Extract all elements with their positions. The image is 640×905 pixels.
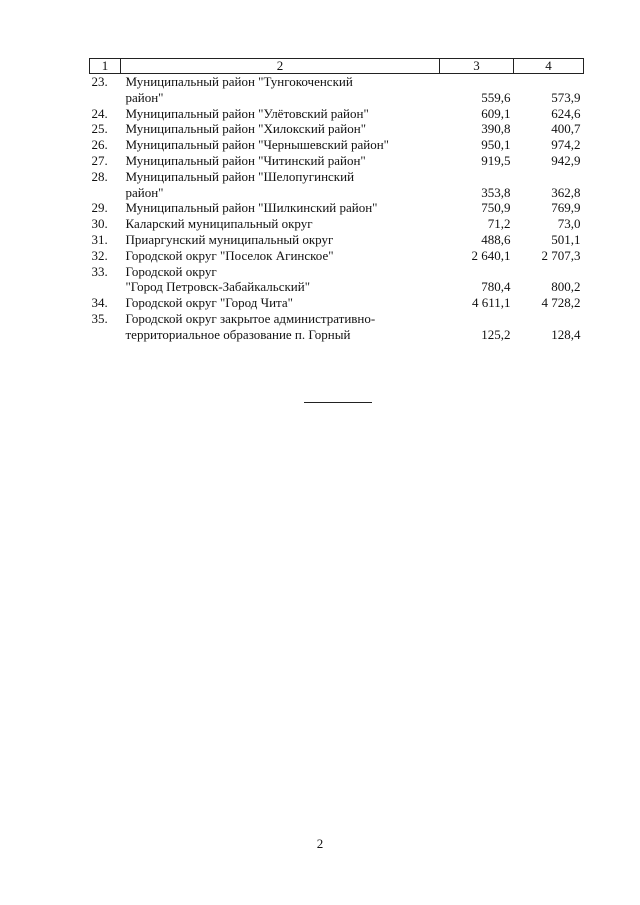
value-col-3: 780,4	[481, 279, 511, 295]
table-row	[90, 169, 584, 201]
value-col-3: 390,8	[481, 121, 511, 137]
municipality-name	[121, 121, 440, 137]
municipality-name	[121, 311, 440, 343]
row-number: 33.	[91, 263, 108, 279]
value-col-4: 942,9	[551, 152, 581, 168]
table-row	[90, 311, 584, 343]
table-header-row	[90, 59, 584, 74]
value-col-4: 73,0	[557, 216, 581, 232]
municipality-name	[121, 74, 440, 106]
table-row	[90, 295, 584, 311]
row-number: 23.	[91, 74, 108, 89]
table-row	[90, 248, 584, 264]
name-line: Муниципальный район "Чернышевский район"	[125, 137, 389, 153]
value-col-3: 4 611,1	[471, 295, 511, 311]
row-number: 27.	[91, 152, 108, 168]
value-col-4: 400,7	[551, 121, 581, 137]
row-number: 24.	[91, 105, 108, 121]
value-col-4: 769,9	[551, 200, 581, 216]
row-number: 34.	[91, 295, 108, 311]
name-line: Городской округ	[125, 263, 217, 279]
table-row	[90, 200, 584, 216]
table-row	[90, 153, 584, 169]
row-number: 29.	[91, 200, 108, 216]
name-line: "Город Петровск-Забайкальский"	[125, 279, 310, 295]
value-col-4: 573,9	[551, 89, 581, 105]
row-number: 30.	[91, 216, 108, 232]
name-line: Муниципальный район "Хилокский район"	[125, 121, 367, 137]
table-row	[90, 121, 584, 137]
row-number: 32.	[91, 247, 108, 263]
table-row	[90, 137, 584, 153]
name-line: Муниципальный район "Улётовский район"	[125, 105, 369, 121]
row-number: 28.	[91, 168, 108, 184]
name-line: Городской округ закрытое административно-	[125, 310, 376, 326]
data-table	[89, 58, 584, 343]
value-col-3: 919,5	[481, 152, 511, 168]
name-line: территориальное образование п. Горный	[125, 326, 351, 342]
municipality-name	[121, 248, 440, 264]
value-col-4: 2 707,3	[541, 247, 581, 263]
name-line: район"	[125, 89, 164, 105]
header-col-2: 2	[121, 59, 440, 74]
municipality-name	[121, 169, 440, 201]
municipality-name	[121, 232, 440, 248]
table-row	[90, 106, 584, 122]
value-col-3: 609,1	[481, 105, 511, 121]
value-col-4: 362,8	[551, 184, 581, 200]
table-row	[90, 232, 584, 248]
value-col-3: 71,2	[487, 216, 511, 232]
name-line: Муниципальный район "Шелопугинский	[125, 168, 355, 184]
municipality-name	[121, 264, 440, 296]
header-col-1: 1	[90, 59, 121, 74]
row-number: 25.	[91, 121, 108, 137]
name-line: Муниципальный район "Шилкинский район"	[125, 200, 378, 216]
header-col-4: 4	[514, 59, 584, 74]
municipality-name	[121, 216, 440, 232]
municipality-name	[121, 200, 440, 216]
row-number: 26.	[91, 137, 108, 153]
name-line: Городской округ "Поселок Агинское"	[125, 247, 334, 263]
value-col-4: 501,1	[551, 231, 581, 247]
municipality-name	[121, 106, 440, 122]
page-number: 2	[316, 836, 324, 851]
table-row	[90, 216, 584, 232]
value-col-3: 750,9	[481, 200, 511, 216]
value-col-3: 125,2	[481, 326, 511, 342]
municipality-name	[121, 153, 440, 169]
municipality-name	[121, 137, 440, 153]
name-line: Приаргунский муниципальный округ	[125, 231, 334, 247]
row-number: 35.	[91, 310, 108, 326]
value-col-3: 950,1	[481, 137, 511, 153]
value-col-3: 488,6	[481, 231, 511, 247]
table-row	[90, 74, 584, 106]
municipality-name	[121, 295, 440, 311]
value-col-4: 974,2	[551, 137, 581, 153]
value-col-3: 559,6	[481, 89, 511, 105]
name-line: Каларский муниципальный округ	[125, 216, 313, 232]
name-line: Муниципальный район "Тунгокоченский	[125, 74, 353, 89]
value-col-4: 4 728,2	[541, 295, 581, 311]
name-line: Городской округ "Город Чита"	[125, 295, 293, 311]
table-row	[90, 264, 584, 296]
value-col-4: 128,4	[551, 326, 581, 342]
value-col-3: 353,8	[481, 184, 511, 200]
end-divider	[304, 402, 372, 403]
value-col-4: 800,2	[551, 279, 581, 295]
value-col-4: 624,6	[551, 105, 581, 121]
value-col-3: 2 640,1	[471, 247, 511, 263]
header-col-3: 3	[440, 59, 514, 74]
name-line: Муниципальный район "Читинский район"	[125, 152, 366, 168]
row-number: 31.	[91, 231, 108, 247]
name-line: район"	[125, 184, 164, 200]
